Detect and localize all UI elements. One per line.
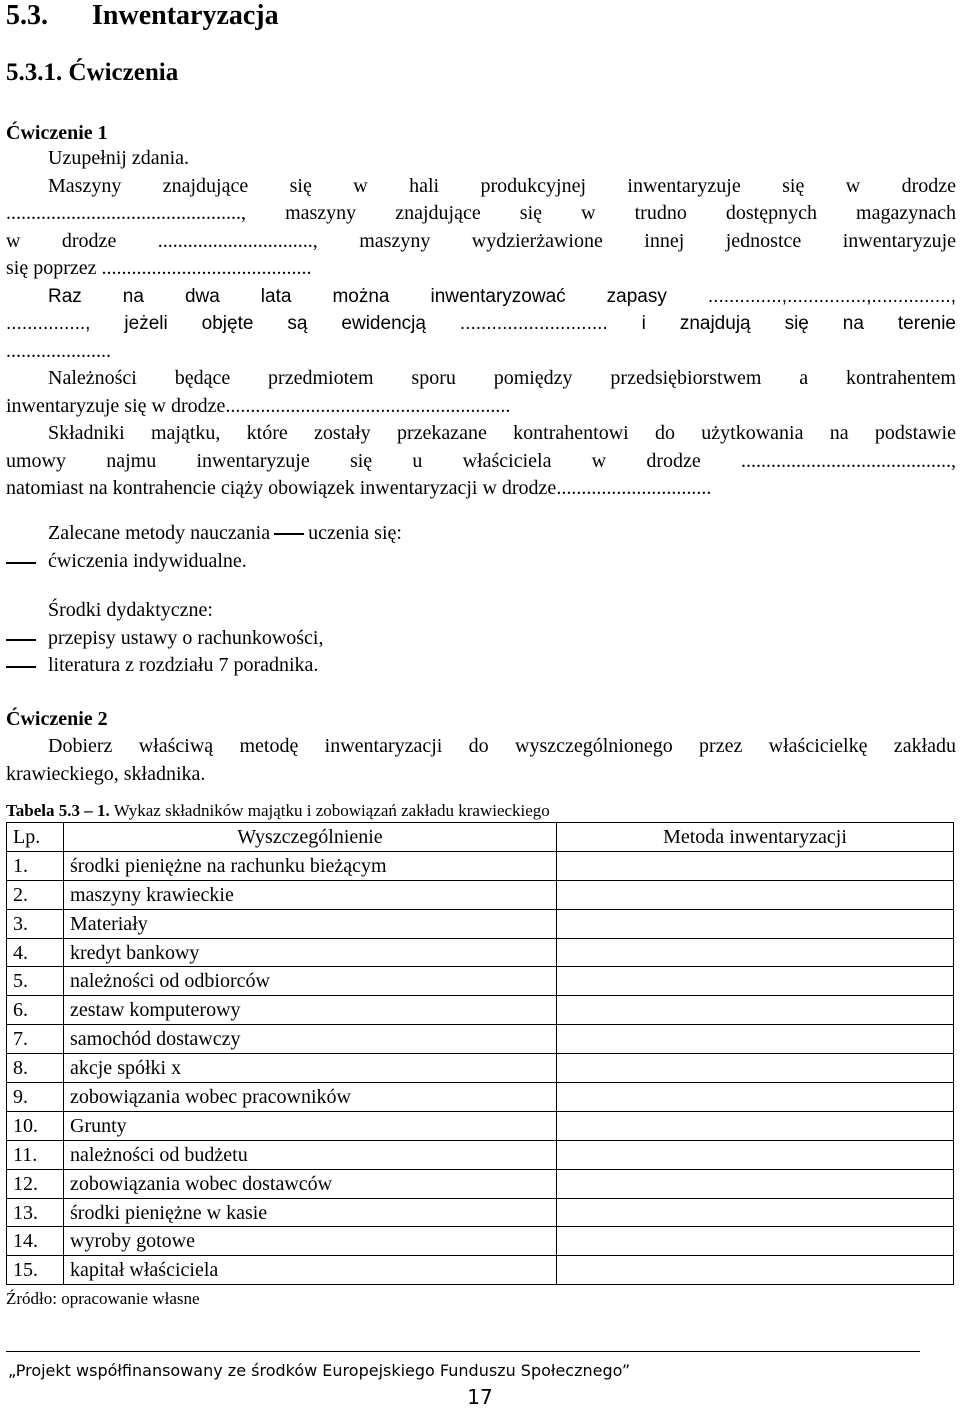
exercise-2-title: Ćwiczenie 2 <box>6 708 108 730</box>
cell-method[interactable] <box>557 967 954 996</box>
cell-item: maszyny krawieckie <box>64 880 557 909</box>
exercise-1-line: inwentaryzuje się w drodze......................................................... <box>6 394 511 417</box>
table-body <box>7 851 954 1284</box>
table-row <box>7 1256 954 1285</box>
cell-item: zobowiązania wobec pracowników <box>64 1083 557 1112</box>
table-row <box>7 1025 954 1054</box>
cell-lp: 9. <box>7 1083 64 1112</box>
exercise-1-line: ..................... <box>6 339 111 362</box>
table-row <box>7 967 954 996</box>
exercise-1-line: Maszyny znajdujące się w hali produkcyjnej inwentaryzuje się w drodze <box>48 174 956 197</box>
didactic-aids <box>6 597 956 680</box>
cell-lp: 13. <box>7 1198 64 1227</box>
table-row <box>7 1083 954 1112</box>
cell-lp: 3. <box>7 909 64 938</box>
footer-divider <box>6 1351 920 1352</box>
table-row <box>7 1054 954 1083</box>
cell-lp: 4. <box>7 938 64 967</box>
cell-item: zestaw komputerowy <box>64 996 557 1025</box>
methods-item: ćwiczenia indywidualne. <box>6 548 956 576</box>
exercise-1-line: natomiast na kontrahencie ciąży obowiązek inwentaryzacji w drodze............................... <box>6 477 712 499</box>
table-caption-text: Wykaz składników majątku i zobowiązań zakładu krawieckiego <box>113 801 550 820</box>
teaching-methods <box>6 520 956 575</box>
cell-method[interactable] <box>557 1256 954 1285</box>
table-caption-label: Tabela 5.3 – 1. <box>6 801 110 820</box>
exercise-2-line: krawieckiego, składnika. <box>6 762 206 785</box>
table-row <box>7 1140 954 1169</box>
cell-method[interactable] <box>557 880 954 909</box>
section-heading <box>6 0 279 32</box>
table-row <box>7 996 954 1025</box>
cell-method[interactable] <box>557 1140 954 1169</box>
inventory-table <box>6 822 954 1285</box>
cell-item: należności od budżetu <box>64 1140 557 1169</box>
cell-lp: 8. <box>7 1054 64 1083</box>
footer-text: „Projekt współfinansowany ze środków Europejskiego Funduszu Społecznego” <box>8 1361 631 1380</box>
cell-method[interactable] <box>557 909 954 938</box>
cell-lp: 11. <box>7 1140 64 1169</box>
table-source: Źródło: opracowanie własne <box>6 1289 200 1308</box>
exercise-1-line: Należności będące przedmiotem sporu pomiędzy przedsiębiorstwem a kontrahentem <box>48 367 956 389</box>
table-row <box>7 1111 954 1140</box>
section-number: 5.3. <box>6 0 48 31</box>
cell-item: samochód dostawczy <box>64 1025 557 1054</box>
table-row <box>7 1169 954 1198</box>
cell-lp: 10. <box>7 1111 64 1140</box>
exercise-1-line: w drodze ..............................., maszyny wydzierżawione innej jednostce inwentaryzuje <box>6 229 956 252</box>
cell-lp: 14. <box>7 1227 64 1256</box>
cell-item: należności od odbiorców <box>64 967 557 996</box>
subsection-heading: 5.3.1. Ćwiczenia <box>6 59 179 86</box>
cell-item: kapitał właściciela <box>64 1256 557 1285</box>
header-method: Metoda inwentaryzacji <box>557 823 954 852</box>
cell-lp: 6. <box>7 996 64 1025</box>
cell-item: kredyt bankowy <box>64 938 557 967</box>
cell-lp: 15. <box>7 1256 64 1285</box>
cell-method[interactable] <box>557 938 954 967</box>
exercise-1-body <box>6 145 956 503</box>
cell-method[interactable] <box>557 1198 954 1227</box>
exercise-1-instruction: Uzupełnij zdania. <box>48 147 190 169</box>
cell-item: Grunty <box>64 1111 557 1140</box>
cell-lp: 2. <box>7 880 64 909</box>
methods-heading-b: uczenia się: <box>308 522 402 544</box>
cell-method[interactable] <box>557 1083 954 1112</box>
exercise-1-line: ..............................................., maszyny znajdujące się w trudno dostępnych magazynach <box>6 202 956 224</box>
exercise-2-body <box>6 733 956 788</box>
cell-item: środki pieniężne na rachunku bieżącym <box>64 851 557 880</box>
cell-item: środki pieniężne w kasie <box>64 1198 557 1227</box>
cell-item: wyroby gotowe <box>64 1227 557 1256</box>
table-row <box>7 938 954 967</box>
section-title: Inwentaryzacja <box>92 0 279 31</box>
cell-method[interactable] <box>557 1169 954 1198</box>
exercise-1-line: Składniki majątku, które zostały przekazane kontrahentowi do użytkowania na podstawie <box>48 422 956 444</box>
cell-method[interactable] <box>557 1111 954 1140</box>
exercise-1-line: się poprzez .......................................... <box>6 257 312 279</box>
exercise-1-line: ..............., jeżeli objęte są ewidencją ............................ i znajdują się na terenie <box>6 313 956 334</box>
aids-item: literatura z rozdziału 7 poradnika. <box>6 652 956 680</box>
page-number: 17 <box>467 1385 493 1409</box>
cell-lp: 1. <box>7 851 64 880</box>
cell-item: Materiały <box>64 909 557 938</box>
cell-method[interactable] <box>557 1227 954 1256</box>
cell-method[interactable] <box>557 1054 954 1083</box>
header-item: Wyszczególnienie <box>64 823 557 852</box>
table-row <box>7 1198 954 1227</box>
cell-method[interactable] <box>557 851 954 880</box>
header-lp: Lp. <box>7 823 64 852</box>
aids-heading: Środki dydaktyczne: <box>48 599 213 621</box>
table-header-row <box>7 823 954 852</box>
table-row <box>7 880 954 909</box>
cell-method[interactable] <box>557 996 954 1025</box>
exercise-1-line: umowy najmu inwentaryzuje się u właściciela w drodze .........................................., <box>6 449 956 472</box>
methods-heading <box>6 520 956 548</box>
aids-item: przepisy ustawy o rachunkowości, <box>6 625 956 653</box>
dash-separator <box>274 533 304 535</box>
table-row <box>7 909 954 938</box>
table-row <box>7 851 954 880</box>
exercise-2-line: Dobierz właściwą metodę inwentaryzacji do wyszczególnionego przez właścicielkę zakładu <box>48 735 956 757</box>
table-caption <box>6 800 550 822</box>
exercise-1-line: Raz na dwa lata można inwentaryzować zapasy ..............,...............,..............., <box>48 285 956 307</box>
cell-lp: 12. <box>7 1169 64 1198</box>
cell-item: akcje spółki x <box>64 1054 557 1083</box>
cell-item: zobowiązania wobec dostawców <box>64 1169 557 1198</box>
cell-lp: 7. <box>7 1025 64 1054</box>
methods-heading-a: Zalecane metody nauczania <box>48 522 271 544</box>
cell-method[interactable] <box>557 1025 954 1054</box>
exercise-1-title: Ćwiczenie 1 <box>6 122 108 144</box>
table-row <box>7 1227 954 1256</box>
cell-lp: 5. <box>7 967 64 996</box>
